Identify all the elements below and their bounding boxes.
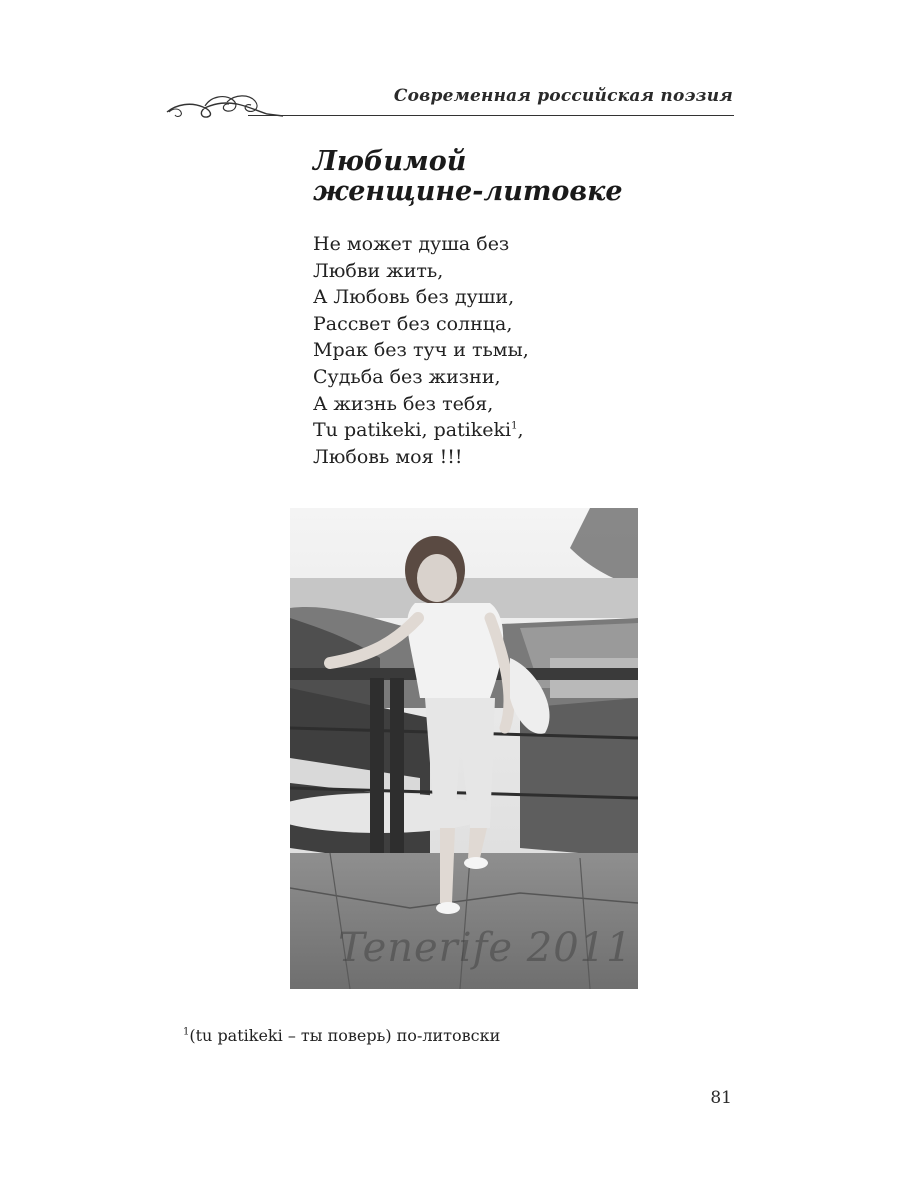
- page-number: 81: [710, 1088, 732, 1108]
- footnote-text: (tu patikeki – ты поверь) по-литовски: [189, 1026, 501, 1045]
- poem-line-punctuation: ,: [517, 419, 524, 442]
- poem-body: [313, 231, 529, 470]
- poem-line-with-footnote: [313, 417, 529, 444]
- footnote: [183, 1026, 500, 1045]
- poem-title-line: Любимой: [313, 146, 467, 177]
- poem-line: Рассвет без солнца,: [313, 312, 513, 335]
- poem-line: Мрак без туч и тьмы,: [313, 339, 529, 362]
- poem-line: А жизнь без тебя,: [313, 392, 494, 415]
- poem-line-text: Tu patikeki, patikeki: [313, 419, 512, 442]
- poem-line: Любви жить,: [313, 259, 444, 282]
- header-rule: [248, 115, 734, 116]
- poem-line: А Любовь без души,: [313, 286, 515, 309]
- running-head: Современная российская поэзия: [393, 86, 733, 106]
- photo-illustration: [290, 508, 638, 989]
- poem-line: Не может душа без: [313, 233, 510, 255]
- poem-line: Любовь моя !!!: [313, 445, 463, 468]
- photo-watermark: Tenerife 2011: [338, 925, 633, 971]
- poem-title: [313, 147, 623, 207]
- poem-line: Судьба без жизни,: [313, 365, 501, 388]
- footnote-mark: 1: [183, 1026, 190, 1038]
- footnote-reference[interactable]: 1: [511, 420, 518, 432]
- poem-title-line: женщине-литовке: [313, 176, 623, 207]
- photo: [290, 508, 638, 989]
